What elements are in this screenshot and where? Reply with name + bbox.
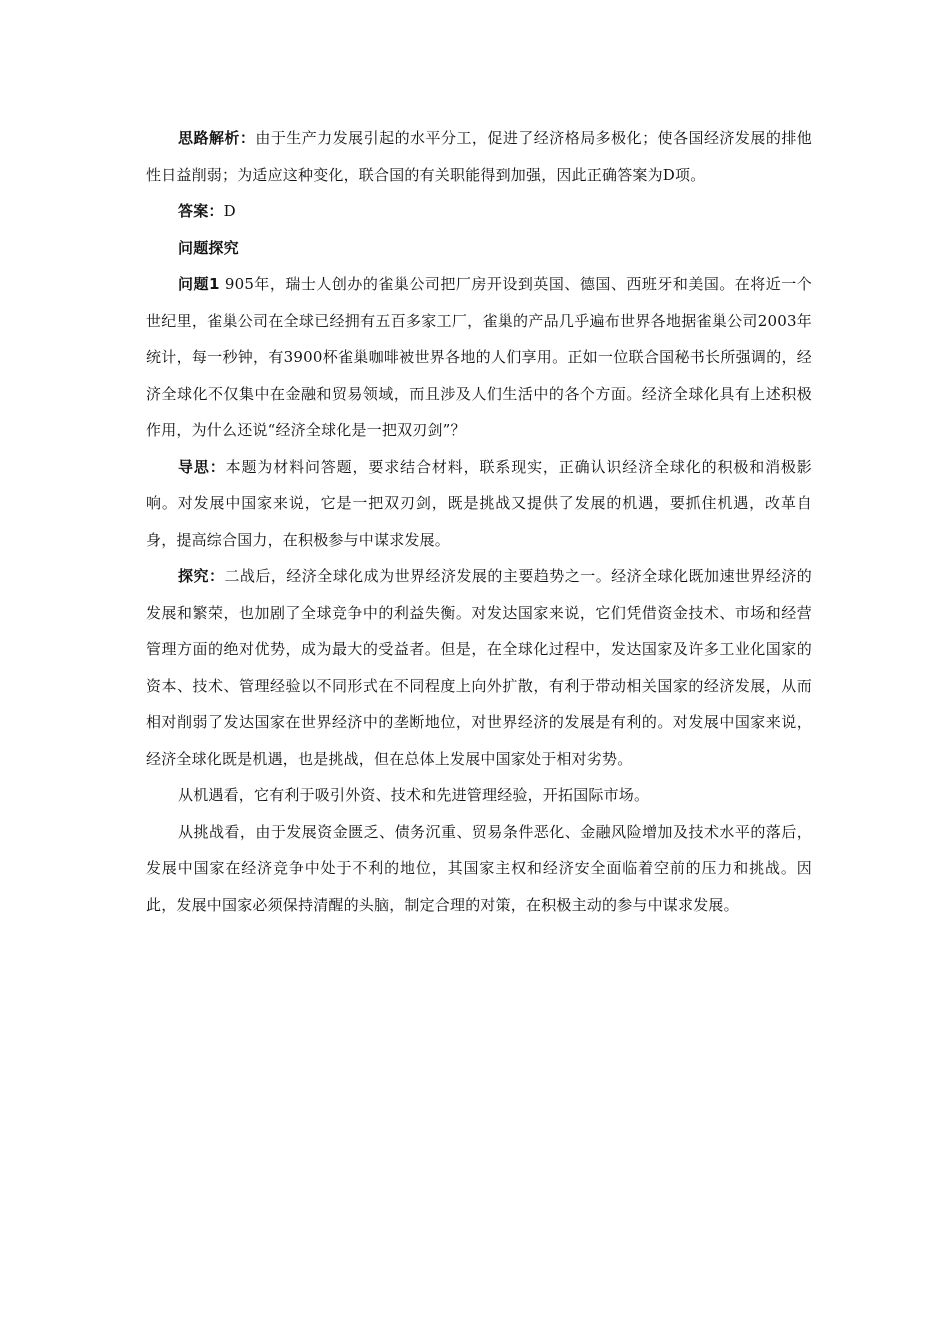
section-heading: 问题探究: [178, 238, 239, 257]
challenge-paragraph: 从挑战看，由于发展资金匮乏、债务沉重、贸易条件恶化、金融风险增加及技术水平的落后，发展中国家在经济竞争中处于不利的地位，其国家主权和经济安全面临着空前的压力和挑战。因此，发展中国家必须保持清醒的头脑，制定合理的对策，在积极主动的参与中谋求发展。: [146, 822, 812, 914]
opportunity-paragraph: 从机遇看，它有利于吸引外资、技术和先进管理经验，开拓国际市场。: [178, 786, 650, 804]
analysis-paragraph: [146, 120, 812, 193]
inquiry-text: 二战后，经济全球化成为世界经济发展的主要趋势之一。经济全球化既加速世界经济的发展和繁荣，也加剧了全球竞争中的利益失衡。对发达国家来说，它们凭借资金技术、市场和经营管理方面的绝对优势，成为最大的受益者。但是，在全球化过程中，发达国家及许多工业化国家的资本、技术、管理经验以不同形式在不同程度上向外扩散，有利于带动相关国家的经济发展，从而相对削弱了发达国家在世界经济中的垄断地位，对世界经济的发展是有利的。对发展中国家来说，经济全球化既是机遇，也是挑战，但在总体上发展中国家处于相对劣势。: [146, 567, 812, 768]
answer-text: D: [223, 202, 236, 220]
inquiry-label: 探究：: [178, 567, 225, 585]
document-body: [146, 120, 812, 923]
guide-paragraph: [146, 449, 812, 559]
question-text: 905年，瑞士人创办的雀巢公司把厂房开设到英国、德国、西班牙和美国。在将近一个世纪里，雀巢公司在全球已经拥有五百多家工厂，雀巢的产品几乎遍布世界各地据雀巢公司2003年统计，每一秒钟，有3900杯雀巢咖啡被世界各地的人们享用。正如一位联合国秘书长所强调的，经济全球化不仅集中在金融和贸易领域，而且涉及人们生活中的各个方面。经济全球化具有上述积极作用，为什么还说“经济全球化是一把双刃剑”？: [146, 275, 812, 439]
analysis-label: 思路解析：: [178, 129, 256, 147]
guide-text: 本题为材料问答题，要求结合材料，联系现实，正确认识经济全球化的积极和消极影响。对发展中国家来说，它是一把双刃剑，既是挑战又提供了发展的机遇，要抓住机遇，改革自身，提高综合国力，在积极参与中谋求发展。: [146, 457, 812, 549]
answer-label: 答案：: [178, 202, 224, 220]
inquiry-paragraph: [146, 558, 812, 777]
question-paragraph: [146, 266, 812, 449]
analysis-text: 由于生产力发展引起的水平分工，促进了经济格局多极化；使各国经济发展的排他性日益削弱；为适应这种变化，联合国的有关职能得到加强，因此正确答案为D项。: [146, 129, 812, 184]
guide-label: 导思：: [178, 457, 226, 476]
answer-paragraph: [146, 193, 812, 230]
question-label: 问题1: [178, 275, 220, 293]
